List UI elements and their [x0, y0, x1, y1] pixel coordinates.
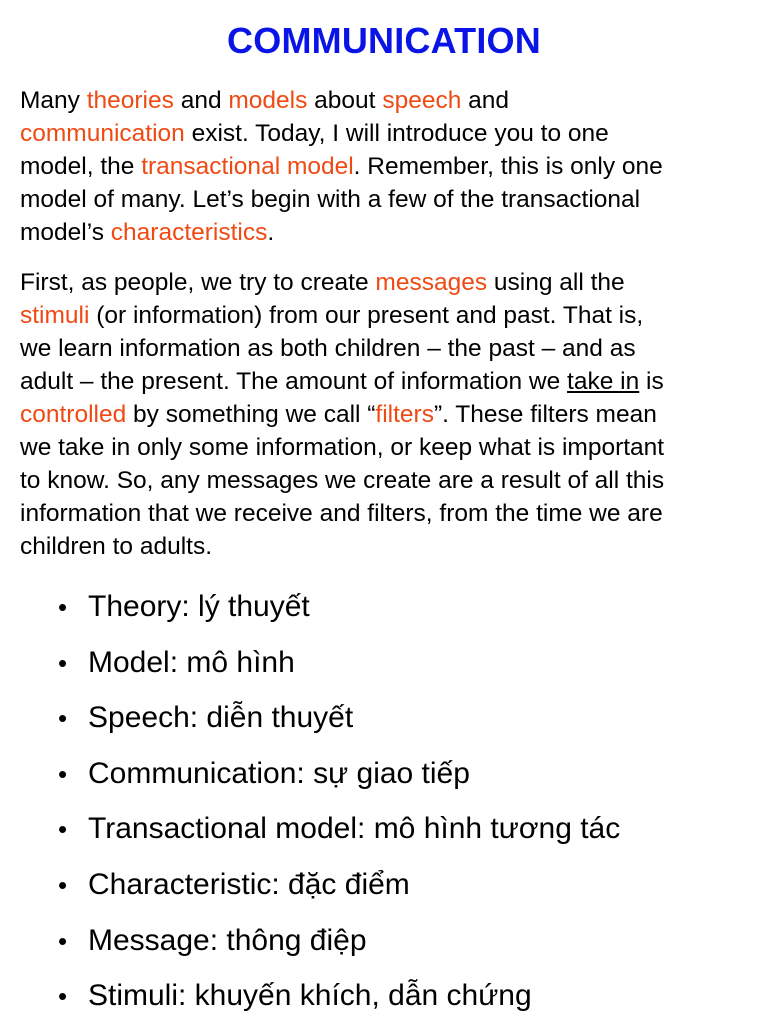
vocabulary-term: Model: mô hình: [88, 645, 295, 679]
term-models: models: [228, 87, 308, 114]
term-transactional-model: transactional model: [141, 153, 354, 180]
bullet-icon: •: [58, 981, 68, 1012]
body-line-9: children to adults.: [20, 533, 213, 560]
term-messages: messages: [375, 269, 488, 296]
intro-line-1: Many theories and models about speech and: [20, 87, 510, 114]
list-item: [58, 589, 748, 625]
term-communication: communication: [20, 120, 185, 147]
list-item: [58, 700, 748, 736]
term-theories: theories: [86, 87, 174, 114]
term-controlled: controlled: [20, 401, 127, 428]
body-line-4: adult – the present. The amount of information we take in is: [20, 368, 664, 395]
bullet-icon: •: [58, 703, 68, 734]
list-item: [58, 645, 748, 681]
body-paragraph: [20, 266, 748, 563]
body-line-7: to know. So, any messages we create are a result of all this: [20, 467, 665, 494]
body-line-1: First, as people, we try to create messages using all the: [20, 269, 625, 296]
vocabulary-term: Theory: lý thuyết: [88, 590, 310, 623]
vocabulary-term: Transactional model: mô hình tương tác: [88, 812, 621, 846]
list-item: [58, 867, 748, 903]
bullet-icon: •: [58, 647, 68, 678]
vocabulary-term: Characteristic: đặc điểm: [88, 867, 410, 901]
bullet-icon: •: [58, 869, 68, 900]
list-item: [58, 978, 748, 1014]
vocabulary-term: Stimuli: khuyến khích, dẫn chứng: [88, 979, 532, 1013]
vocabulary-term: Communication: sự giao tiếp: [88, 756, 470, 790]
body-line-6: we take in only some information, or keep what is important: [20, 434, 665, 461]
bullet-icon: •: [58, 814, 68, 845]
intro-line-5: model’s characteristics.: [20, 219, 275, 246]
page-title: COMMUNICATION: [227, 20, 541, 61]
vocabulary-term: Speech: diễn thuyết: [88, 701, 354, 735]
intro-line-2: communication exist. Today, I will introduce you to one: [20, 120, 609, 147]
list-item: [58, 756, 748, 792]
intro-line-4: model of many. Let’s begin with a few of the transactional: [20, 186, 641, 213]
vocabulary-list: [20, 589, 748, 1014]
bullet-icon: •: [58, 925, 68, 956]
bullet-icon: •: [58, 758, 68, 789]
term-stimuli: stimuli: [20, 302, 90, 329]
term-characteristics: characteristics: [110, 219, 268, 246]
list-item: [58, 811, 748, 847]
term-speech: speech: [382, 87, 462, 114]
underlined-take-in: take in: [567, 368, 640, 395]
term-filters: filters: [375, 401, 434, 428]
body-line-3: we learn information as both children – the past – and as: [20, 335, 636, 362]
vocabulary-term: Message: thông điệp: [88, 923, 367, 957]
intro-line-3: model, the transactional model. Remember, this is only one: [20, 153, 663, 180]
body-line-8: information that we receive and filters, from the time we are: [20, 500, 663, 527]
body-line-2: stimuli (or information) from our present and past. That is,: [20, 302, 644, 329]
intro-paragraph: [20, 84, 748, 249]
body-line-5: controlled by something we call “filters”. These filters mean: [20, 401, 657, 428]
list-item: [58, 923, 748, 959]
bullet-icon: •: [58, 592, 68, 622]
